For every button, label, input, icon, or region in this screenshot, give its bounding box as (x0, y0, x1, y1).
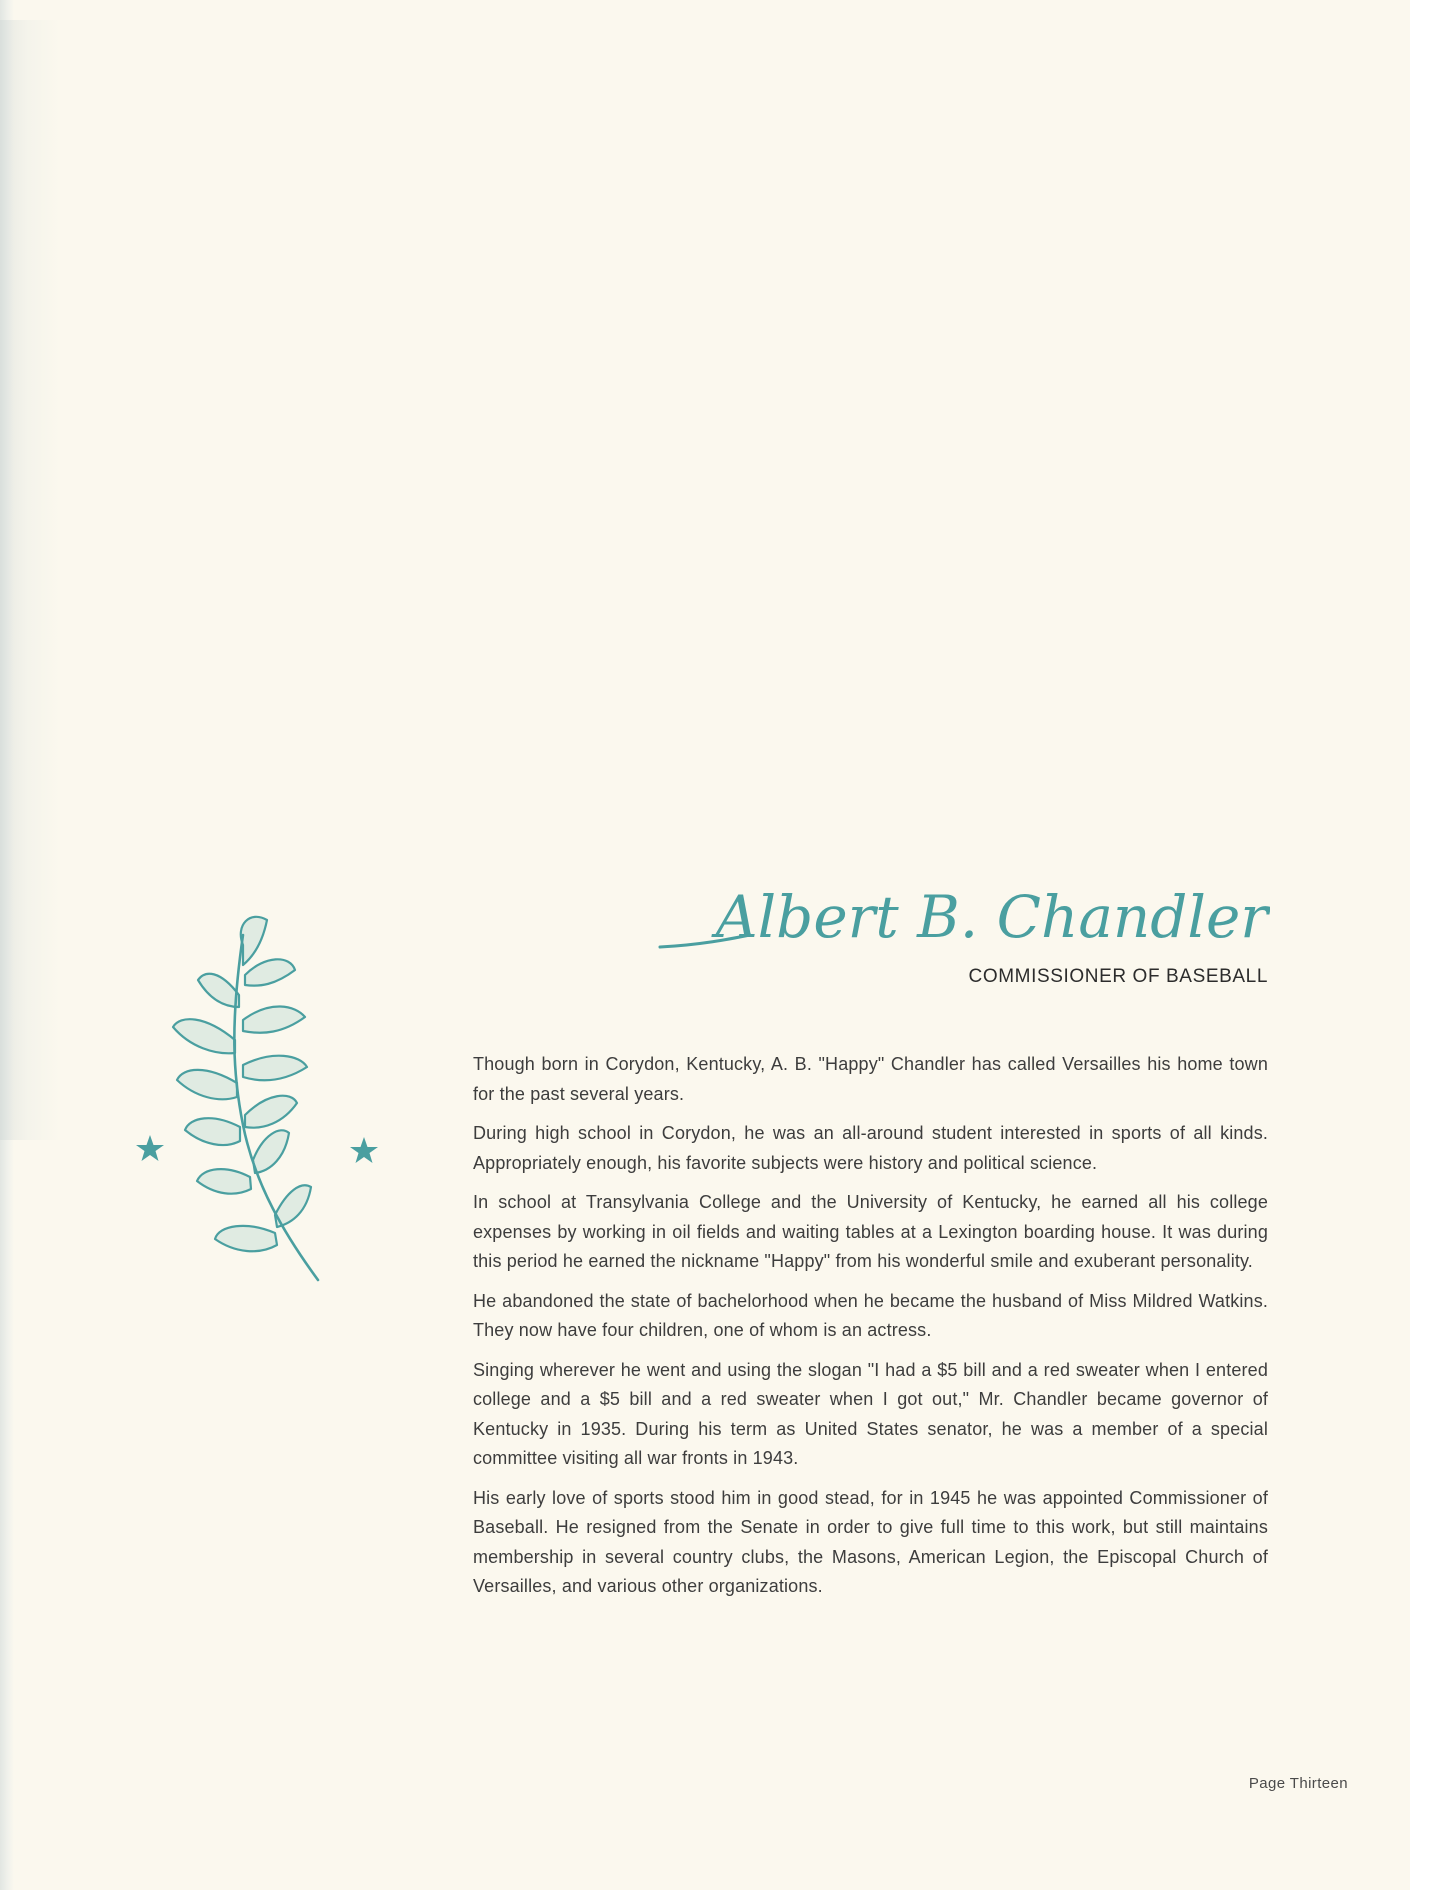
star-icon (350, 1137, 378, 1163)
page-bottom-margin (0, 1890, 1432, 1900)
olive-branch-ornament (135, 915, 385, 1295)
paragraph: In school at Transylvania College and the University of Kentucky, he earned all his college expenses by working in oil fields and waiting tables at a Lexington boarding house. It was during this period he earned the nickname "Happy" from his wonderful smile and exuberant personality. (473, 1192, 1268, 1271)
star-icon (136, 1135, 164, 1161)
paragraph: Though born in Corydon, Kentucky, A. B. "Happy" Chandler has called Versailles his home town for the past several years. (473, 1054, 1268, 1104)
paragraph: He abandoned the state of bachelorhood when he became the husband of Miss Mildred Watkins. They now have four children, one of whom is an actress. (473, 1290, 1268, 1340)
person-name: Albert B. Chandler (715, 883, 1268, 951)
page-scan-smudge (0, 20, 60, 1140)
person-title: COMMISSIONER OF BASEBALL (968, 966, 1268, 987)
paragraph: During high school in Corydon, he was an all-around student interested in sports of all kinds. Appropriately enough, his favorite subjects were history and political science. (473, 1123, 1268, 1173)
paragraph: His early love of sports stood him in good stead, for in 1945 he was appointed Commissioner of Baseball. He resigned from the Senate in order to give full time to this work, but still maintains membership in several country clubs, the Masons, American Legion, the Episcopal Church of Versailles, and various other organizations. (473, 1487, 1268, 1596)
paragraph: Singing wherever he went and using the slogan "I had a $5 bill and a red sweater when I entered college and a $5 bill and a red sweater when I got out," Mr. Chandler became governor of Kentucky in 1935. During his term as United States senator, he was a member of a special committee visiting all war fronts in 1943. (473, 1359, 1268, 1468)
page-number: Page Thirteen (1248, 1775, 1348, 1792)
biography-text (473, 1050, 1268, 1612)
olive-branch-icon (173, 917, 318, 1280)
signature-heading (640, 865, 1270, 975)
page-right-margin (1410, 0, 1432, 1900)
